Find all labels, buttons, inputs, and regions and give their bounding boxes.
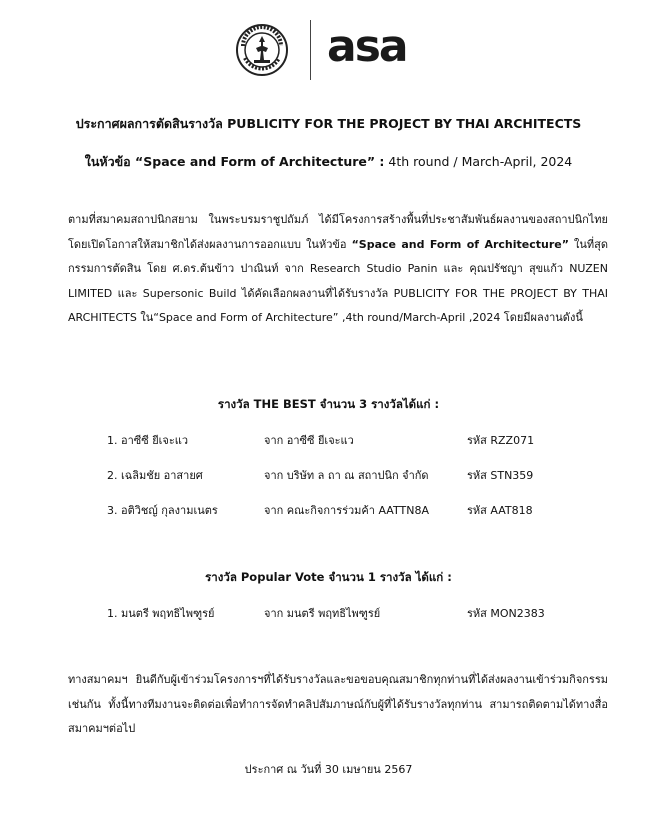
intro-paragraph [68,208,608,331]
best-award-row [0,466,657,484]
winner-from: จาก คณะกิจการร่วมค้า AATTN8A [264,504,429,517]
intro-topic: “Space and Form of Architecture” [351,237,569,251]
asa-seal-logo [236,24,288,76]
intro-text-2: ในที่สุด กรรมการตัดสิน โดย ศ.ดร.ต้นข้าว ปาณินท์ จาก Research Studio Panin และ คุณปรัชญา สุขแก้ว NUZEN LIMITED และ Supersonic Build ได้คัดเลือกผลงานที่ได้รับรางวัล PUBLICITY FOR THE PROJECT BY THAI ARCHITECTS ใน“Space and Form of Architecture” ,4th round/March-April ,2024 โดยมีผลงานดังนี้ [68,237,609,324]
best-award-heading: รางวัล THE BEST จำนวน 3 รางวัลได้แก่ : [217,397,440,411]
announcement-date: ประกาศ ณ วันที่ 30 เมษายน 2567 [244,763,413,776]
winner-name: 1. มนตรี พฤทธิไพฑูรย์ [107,607,215,620]
winner-name: 3. อติวิชญ์ กุลงามเนตร [107,504,218,517]
subtitle-round: 4th round / March-April, 2024 [384,154,573,169]
subtitle-topic: ในหัวข้อ “Space and Form of Architecture” : [84,154,385,169]
winner-code: รหัส MON2383 [467,607,545,620]
best-award-row [0,501,657,519]
announcement-title: ประกาศผลการตัดสินรางวัล PUBLICITY FOR THE PROJECT BY THAI ARCHITECTS [75,116,582,131]
closing-paragraph: ทางสมาคมฯ ยินดีกับผู้เข้าร่วมโครงการฯที่ได้รับรางวัลและขอขอบคุณสมาชิกทุกท่านที่ได้ส่งผลงานเข้าร่วมกิจกรรมเช่นกัน ทั้งนี้ทางทีมงานจะติดต่อเพื่อทำการจัดทำคลิปสัมภาษณ์กับผู้ที่ได้รับรางวัลทุกท่าน สามารถติดตามได้ทางสื่อสมาคมฯต่อไป [68,673,608,735]
winner-code: รหัส STN359 [467,469,534,482]
asa-logo: asa [327,21,407,72]
winner-name: 2. เฉลิมชัย อาสายศ [107,469,203,482]
winner-from: จาก มนตรี พฤทธิไพฑูรย์ [264,607,381,620]
winner-code: รหัส RZZ071 [467,434,535,447]
announcement-subtitle [0,152,657,172]
winner-from: จาก บริษัท ล ถา ณ สถาปนิก จำกัด [264,469,429,482]
best-award-row [0,431,657,449]
header-logos [236,20,407,80]
intro-text-1: ตามที่สมาคมสถาปนิกสยาม ในพระบรมราชูปถัมภ์ ได้มีโครงการสร้างพื้นที่ประชาสัมพันธ์ผลงานของสถาปนิกไทย โดยเปิดโอกาสให้สมาชิกได้ส่งผลงานการออกแบบ ในหัวข้อ [68,213,608,251]
winner-code: รหัส AAT818 [467,504,533,517]
logo-divider [310,20,311,80]
popular-vote-heading: รางวัล Popular Vote จำนวน 1 รางวัล ได้แก่ : [205,570,452,584]
winner-name: 1. อาซีซี ยีเจะแว [107,434,189,447]
winner-from: จาก อาซีซี ยีเจะแว [264,434,354,447]
popular-vote-row [0,604,657,622]
